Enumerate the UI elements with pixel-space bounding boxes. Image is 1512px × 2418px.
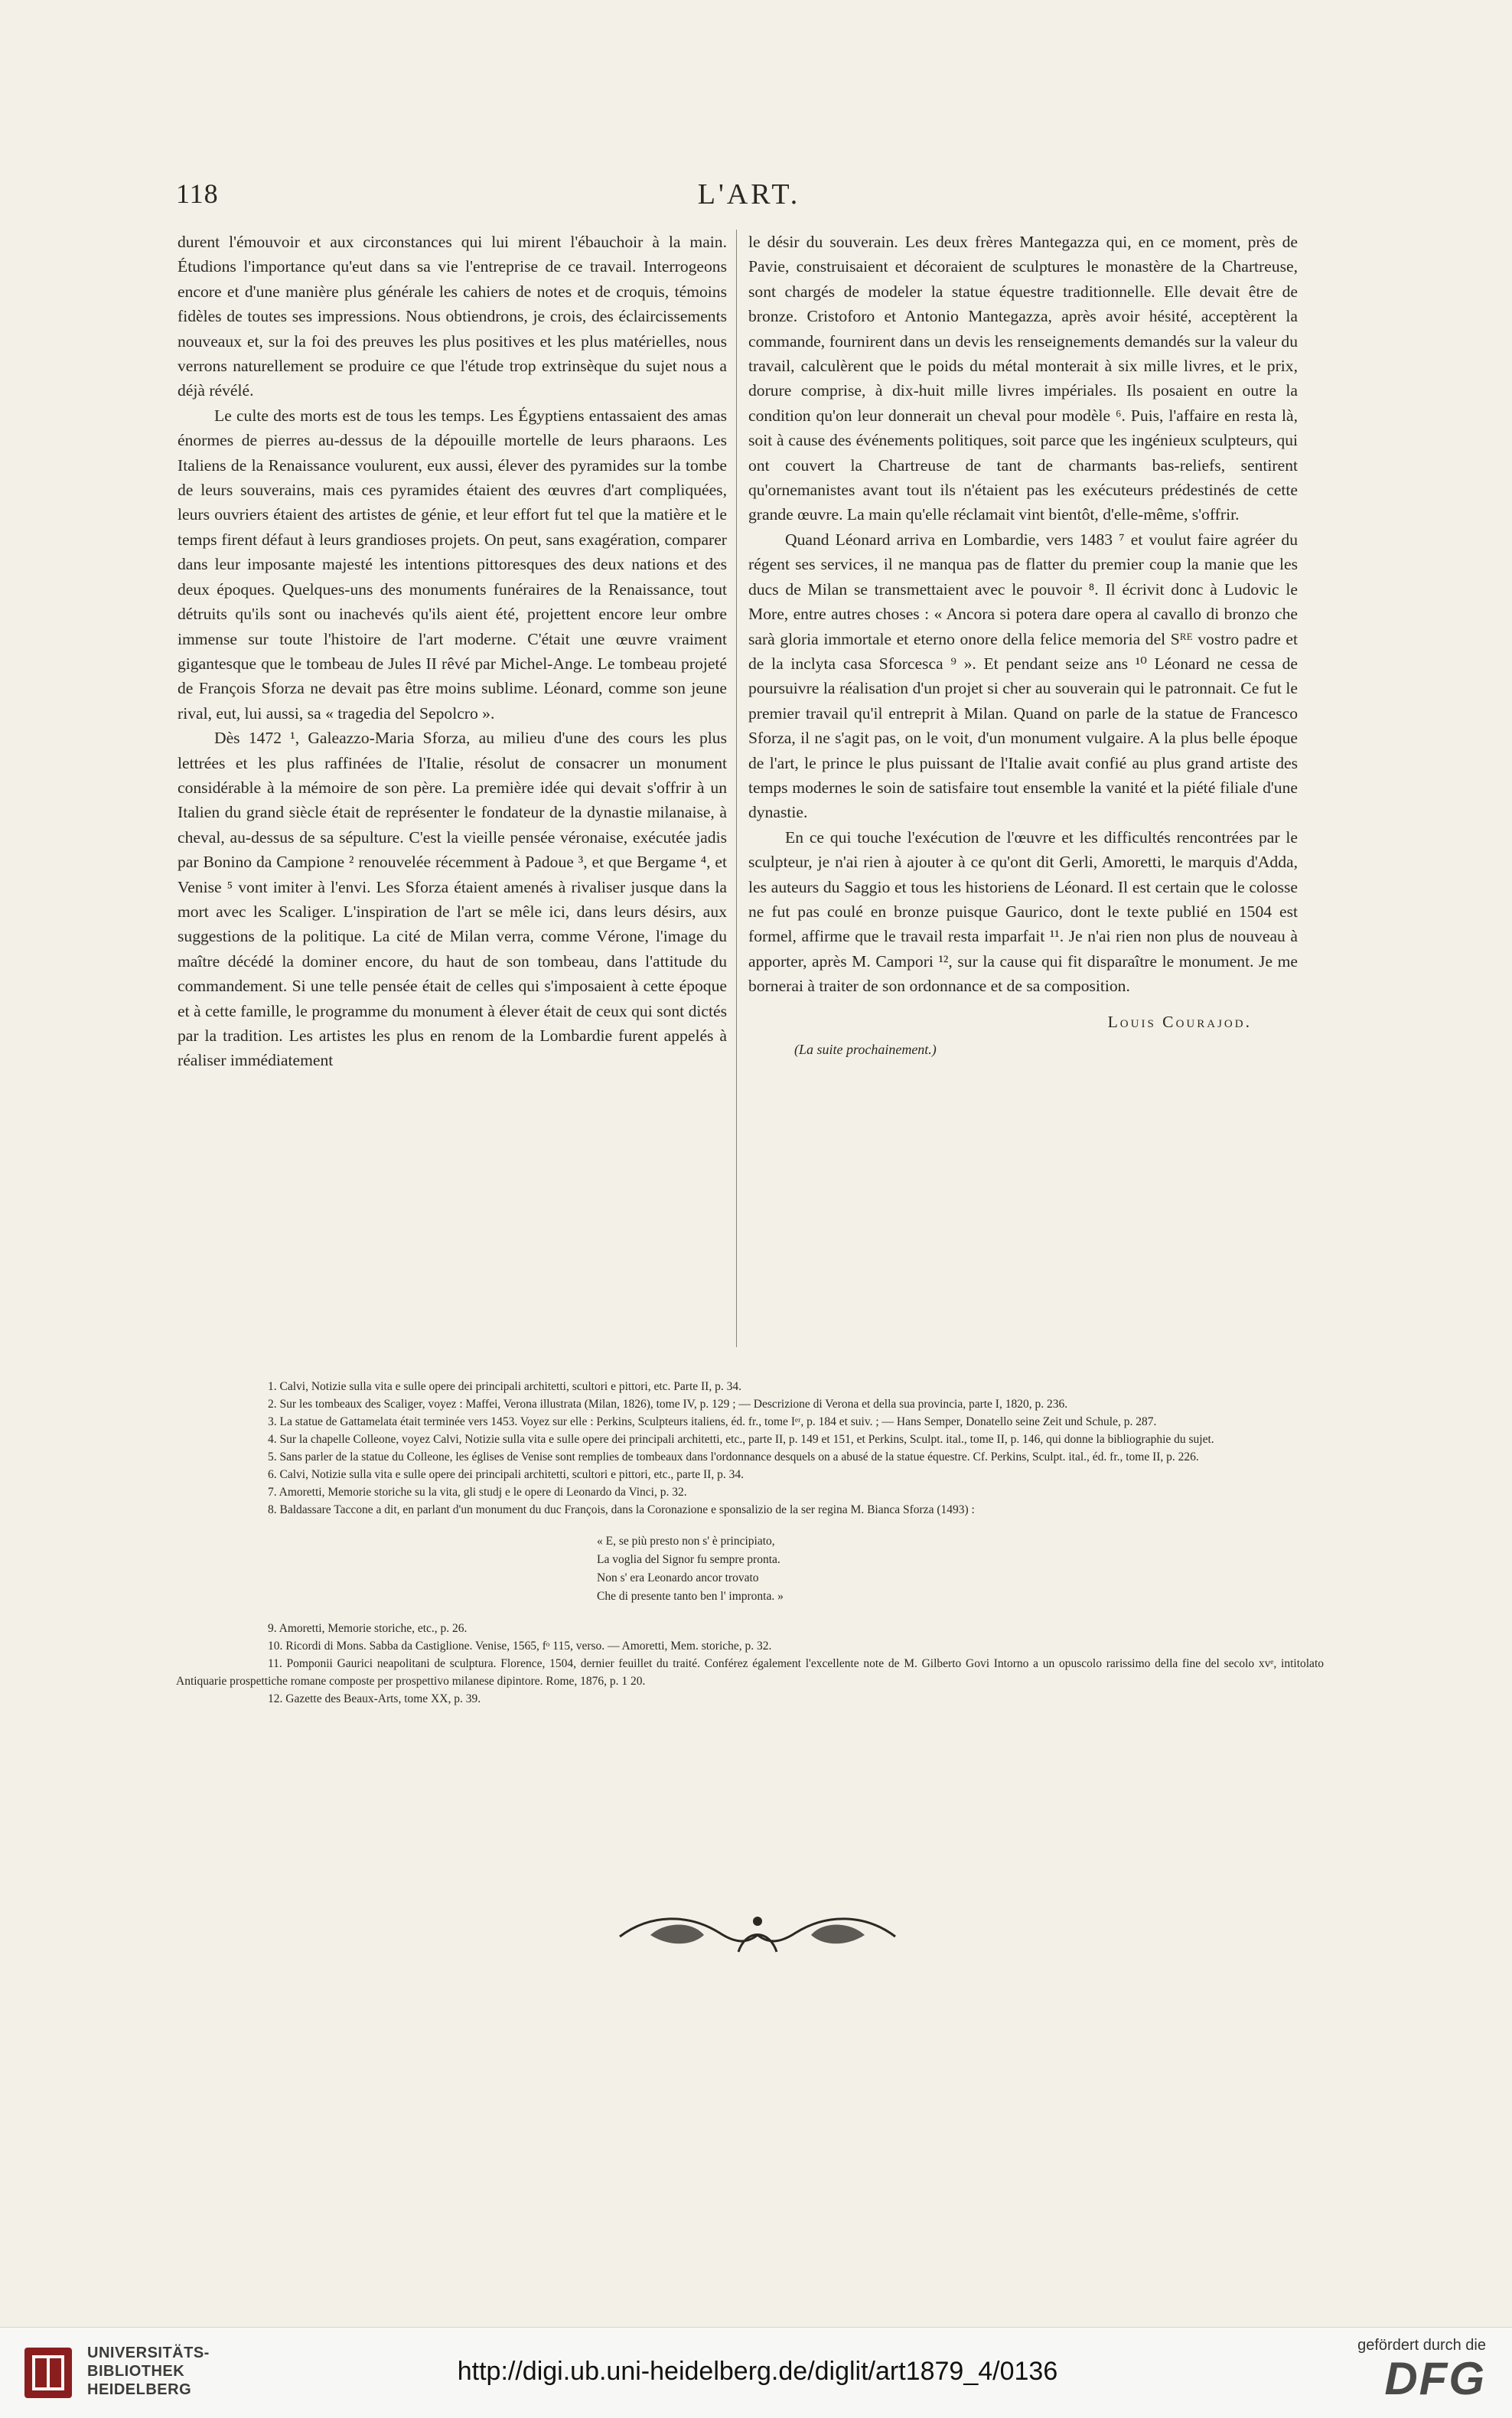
footnote: 2. Sur les tombeaux des Scaliger, voyez : Maffei, Verona illustrata (Milan, 1826), tome IV, p. 129 ; — Descrizione di Verona et della sua provincia, parte I, 1820, p. 236. [268, 1398, 1068, 1411]
library-name-line: UNIVERSITÄTS- [87, 2345, 210, 2361]
paragraph: Quand Léonard arriva en Lombardie, vers 1483 ⁷ et voulut faire agréer du régent ses services, il ne manqua pas de flatter du premier coup la manie que les ducs de Milan se transmettaient avec le pouvoir ⁸. Il écrivit donc à Ludovic le More, entre autres choses : « Ancora si potera dare opera al cavallo di bronzo che sarà gloria immortale et eterno onore della felice memoria del Sᴿᴱ vostro padre et de la inclyta casa Sforcesca ⁹ ». Et pendant seize ans ¹⁰ Léonard ne cessa de poursuivre la réalisation d'un projet si cher au souverain qui le patronnait. Ce fut le premier travail qu'il entreprit à Milan. Quand on parle de la statue de Francesco Sforza, il ne s'agit pas, on le voit, d'un monument vulgaire. A la plus belle époque de l'art, le prince le plus puissant de l'Italie avait confié au plus grand artiste des temps modernes le soin de satisfaire tout ensemble la vanité et la piété filiale d'une dynastie. [748, 530, 1298, 822]
footnote: 1. Calvi, Notizie sulla vita e sulle opere dei principali architetti, scultori e pittori, etc. Parte II, p. 34. [268, 1380, 741, 1393]
funder-logo: DFG [1384, 2353, 1486, 2404]
quoted-poem [176, 1532, 1324, 1606]
library-logo [23, 2345, 253, 2406]
paragraph: Dès 1472 ¹, Galeazzo-Maria Sforza, au milieu d'une des cours les plus lettrées et les plus raffinées de l'Italie, résolut de consacrer un monument considérable à la mémoire de son père. La première idée qui devait s'offrir à un Italien du grand siècle était de représenter le fondateur de la dynastie milanaise, à cheval, au-dessus de sa sépulture. C'est la vieille pensée véronaise, exécutée jadis par Bonino da Campione ² renouvelée récemment à Padoue ³, et que Bergame ⁴, et Venise ⁵ vont imiter à l'envi. Les Sforza étaient amenés à rivaliser jusque dans la mort avec les Scaliger. L'inspiration de l'art se mêle ici, dans leurs désirs, aux suggestions de la politique. La cité de Milan verra, comme Vérone, l'image du maître décédé la dominer encore, du haut de son tombeau, dans l'attitude du commandement. Si une telle pensée était de celles qui s'imposaient à cette époque et à cette famille, le programme du monument à élever était de ceux qui sont dictés par la tradition. Les artistes les plus en renom de la Lombardie furent appelés à réaliser immédiatement [178, 729, 727, 1070]
paragraph: durent l'émouvoir et aux circonstances qui lui mirent l'ébauchoir à la main. Étudions l'importance qu'eut dans sa vie l'entreprise de ce travail. Interrogeons encore et d'une manière plus générale les cahiers de notes et de croquis, témoins fidèles de toutes ses impressions. Nous obtiendrons, je crois, des éclaircissements nouveaux et, sur la foi des preuves les plus positives et les plus matérielles, nous verrons naturellement se produire ce que l'étude trop extrinsèque du sujet nous a déjà révélé. [178, 233, 727, 400]
page-number: 118 [176, 178, 219, 209]
funding-credit [1302, 2337, 1486, 2403]
footnote: 9. Amoretti, Memorie storiche, etc., p. 26. [268, 1622, 468, 1635]
tailpiece-ornament-icon [604, 1898, 911, 1967]
paragraph: le désir du souverain. Les deux frères Mantegazza qui, en ce moment, près de Pavie, construisaient et décoraient de sculptures le monastère de la Chartreuse, sont chargés de modeler la statue équestre traditionnelle. Elle devait être de bronze. Cristoforo et Antonio Mantegazza, après avoir hésité, acceptèrent la commande, fournirent dans un devis les renseignements demandés sur la valeur du travail, calculèrent que le poids du métal monterait à six mille livres, et le prix, dorure comprise, à dix-huit mille livres impériales. Ils posaient en outre la condition qu'on leur donnerait un cheval pour modèle ⁶. Puis, l'affaire en resta là, soit à cause des événements politiques, soit parce que les ingénieux sculpteurs, qui ont couvert la Chartreuse de tant de charmants bas-reliefs, sentirent qu'ornemanistes avant tout ils n'étaient pas les exécuteurs prédestinés de cette grande œuvre. La main qu'elle réclamait vint bientôt, d'elle-même, s'offrir. [748, 233, 1298, 524]
poem-line: Che di presente tanto ben l' impronta. » [597, 1590, 784, 1603]
running-title: L'ART. [697, 178, 801, 210]
footnote: 12. Gazette des Beaux-Arts, tome XX, p. 39. [268, 1692, 481, 1705]
poem-line: La voglia del Signor fu sempre pronta. [597, 1553, 780, 1566]
footnote: 3. La statue de Gattamelata était terminée vers 1453. Voyez sur elle : Perkins, Sculpteurs italiens, éd. fr., tome Iᵉʳ, p. 184 et suiv. ; — Hans Semper, Donatello seine Zeit und Schule, p. 287. [268, 1415, 1157, 1428]
footnote: 11. Pomponii Gaurici neapolitani de sculptura. Florence, 1504, dernier feuillet du traité. Conférez également l'excellente note de M. Gilberto Govi Intorno a un opuscolo rarissimo della fine del secolo xvᵉ, intitolato Antiquarie prospettiche romane composte per prospettivo milanese dipintore. Rome, 1876, p. 1 20. [176, 1657, 1324, 1688]
library-name-line: HEIDELBERG [87, 2381, 192, 2398]
footnote: 5. Sans parler de la statue du Colleone, les églises de Venise sont remplies de tombeaux dans l'ordonnance desquels on a abusé de la statue équestre. Cf. Perkins, Sculpt. ital., éd. fr., tome II, p. 226. [268, 1450, 1199, 1464]
footnote: 10. Ricordi di Mons. Sabba da Castiglione. Venise, 1565, fᵒ 115, verso. — Amoretti, Mem. storiche, p. 32. [268, 1640, 772, 1653]
column-divider [736, 230, 737, 1347]
footnote: 6. Calvi, Notizie sulla vita e sulle opere dei principali architetti, scultori e pittori, etc., parte II, p. 34. [268, 1468, 744, 1481]
right-column [748, 230, 1298, 1062]
left-column [178, 230, 727, 1073]
footnotes [176, 1378, 1324, 1708]
author-signature: Louis Courajod. [1107, 1012, 1252, 1031]
library-name-line: BIBLIOTHEK [87, 2363, 185, 2380]
poem-line: Non s' era Leonardo ancor trovato [597, 1571, 759, 1584]
footnote: 4. Sur la chapelle Colleone, voyez Calvi, Notizie sulla vita e sulle opere dei principali architetti, etc., parte II, p. 149 et 151, et Perkins, Sculpt. ital., tome II, p. 146, qui donne la bibliographie du sujet. [268, 1433, 1214, 1446]
funded-by-label: gefördert durch die [1357, 2337, 1486, 2354]
page-header [176, 178, 1322, 224]
paragraph: Le culte des morts est de tous les temps. Les Égyptiens entassaient des amas énormes de pierres au-dessus de la dépouille mortelle de leurs pharaons. Les Italiens de la Renaissance voulurent, eux aussi, élever des pyramides sur la tombe de leurs souverains, mais ces pyramides étaient des œuvres d'art compliquées, leurs ouvriers étaient des artistes de génie, et leur effort fut tel que la matière et le temps firent défaut à leurs grandioses projets. On peut, sans exagération, comparer dans leur imposante majesté les intentions pittoresques des deux nations et des deux époques. Quelques-uns des monuments funéraires de la Renaissance, tout détruits qu'ils sont ou inachevés qu'ils aient été, projettent encore leur ombre immense sur toute l'histoire de l'art moderne. C'était une œuvre vraiment gigantesque que le tombeau de Jules II rêvé par Michel-Ange. Le tombeau projeté de François Sforza ne devait pas être moins sublime. Léonard, comme son jeune rival, eut, lui aussi, sa « tragedia del Sepolcro ». [178, 406, 727, 723]
poem-line: « E, se più presto non s' è principiato, [597, 1535, 775, 1548]
permalink-url[interactable]: http://digi.ub.uni-heidelberg.de/diglit/art1879_4/0136 [457, 2357, 1058, 2386]
footnote: 8. Baldassare Taccone a dit, en parlant d'un monument du duc François, dans la Coronazione e sponsalizio de la ser regina M. Bianca Sforza (1493) : [268, 1503, 975, 1516]
digitization-footer [0, 2327, 1512, 2418]
paragraph: En ce qui touche l'exécution de l'œuvre et les difficultés rencontrées par le sculpteur, je n'ai rien à ajouter à ce qu'ont dit Gerli, Amoretti, le marquis d'Adda, les auteurs du Saggio et tous les historiens de Léonard. Il est certain que le colosse ne fut pas coulé en bronze puisque Gaurico, dont le texte publié en 1504 est formel, affirme que le travail resta imparfait ¹¹. Je n'ai rien non plus de nouveau à apporter, après M. Campori ¹², sur la cause qui fit disparaître le monument. Je me bornerai à traiter de son ordonnance et de sa composition. [748, 827, 1298, 996]
continuation-note: (La suite prochainement.) [794, 1042, 937, 1057]
university-seal-icon [23, 2346, 73, 2400]
footnote: 7. Amoretti, Memorie storiche su la vita, gli studj e le opere di Leonardo da Vinci, p. 32. [268, 1486, 687, 1499]
